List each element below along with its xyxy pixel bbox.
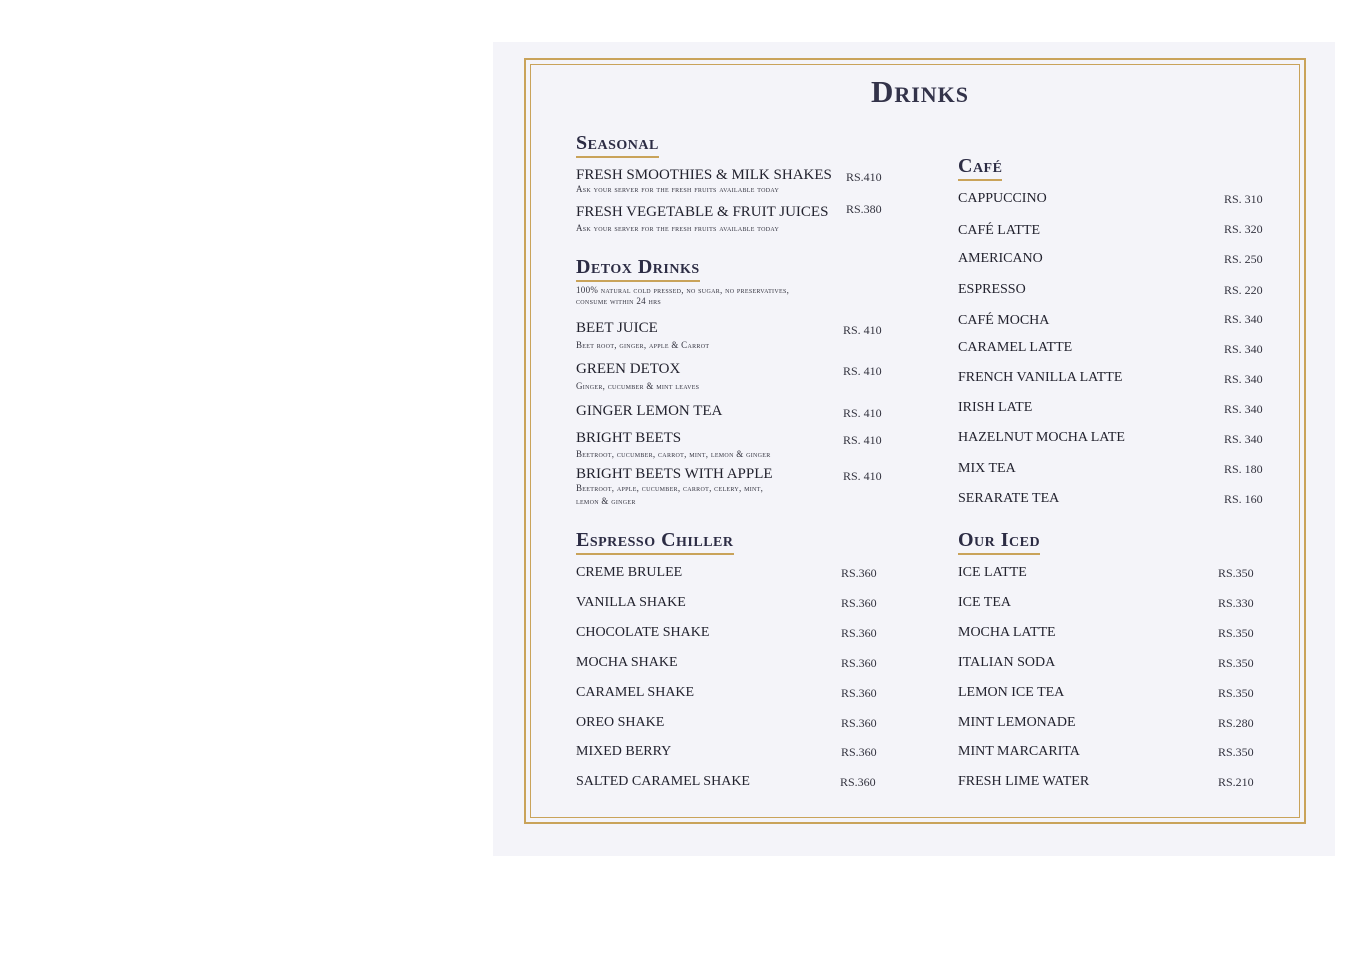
- section-heading-text: Seasonal: [576, 132, 659, 154]
- menu-item-price: RS. 410: [843, 406, 882, 420]
- menu-item-desc: Beetroot, apple, cucumber, carrot, celery, mint,: [576, 483, 764, 493]
- menu-item-name: MOCHA LATTE: [958, 625, 1056, 640]
- menu-item-price: RS. 250: [1224, 252, 1263, 266]
- menu-item-desc: Ginger, cucumber & mint leaves: [576, 381, 700, 391]
- heading-underline: [576, 553, 734, 555]
- section-heading-cafe: [958, 155, 1002, 181]
- menu-item-price: RS. 340: [1224, 432, 1263, 446]
- menu-item-price: RS.360: [841, 596, 877, 610]
- menu-item-price: RS.210: [1218, 775, 1254, 789]
- menu-item-price: RS.350: [1218, 745, 1254, 759]
- heading-underline: [576, 156, 659, 158]
- menu-item-name: VANILLA SHAKE: [576, 595, 686, 610]
- section-heading-our-iced: [958, 529, 1040, 555]
- menu-item-price: RS. 160: [1224, 492, 1263, 506]
- menu-item-price: RS.360: [841, 716, 877, 730]
- menu-item-name: BRIGHT BEETS: [576, 430, 682, 446]
- menu-item-price: RS. 410: [843, 469, 882, 483]
- menu-item-name: CAFÉ LATTE: [958, 223, 1041, 238]
- menu-item-name: CREME BRULEE: [576, 565, 683, 580]
- menu-item-desc: Ask your server for the fresh fruits available today: [576, 184, 780, 194]
- menu-item-price: RS. 340: [1224, 402, 1263, 416]
- menu-item-name: ICE LATTE: [958, 565, 1027, 580]
- menu-item-name: CAFÉ MOCHA: [958, 313, 1050, 328]
- menu-item-price: RS. 340: [1224, 342, 1263, 356]
- heading-underline: [576, 280, 700, 282]
- section-heading-text: Espresso Chiller: [576, 529, 734, 551]
- menu-item-name: BEET JUICE: [576, 320, 658, 336]
- heading-underline: [958, 553, 1040, 555]
- section-heading-seasonal: [576, 132, 659, 158]
- menu-item-price: RS. 220: [1224, 283, 1263, 297]
- menu-item-desc: lemon & ginger: [576, 496, 636, 506]
- menu-item-price: RS.360: [841, 626, 877, 640]
- menu-item-price: RS. 410: [843, 323, 882, 337]
- menu-item-name: ITALIAN SODA: [958, 655, 1056, 670]
- menu-item-name: ESPRESSO: [958, 282, 1026, 297]
- detox-note-line1: 100% natural cold pressed, no sugar, no preservatives,: [576, 285, 790, 295]
- menu-item-price: RS. 340: [1224, 312, 1263, 326]
- menu-item-name: ICE TEA: [958, 595, 1012, 610]
- menu-item-price: RS.360: [841, 686, 877, 700]
- menu-item-price: RS. 320: [1224, 222, 1263, 236]
- menu-title: Drinks: [870, 74, 970, 109]
- menu-item-price: RS.330: [1218, 596, 1254, 610]
- menu-item-price: RS.350: [1218, 626, 1254, 640]
- section-heading-text: Café: [958, 155, 1003, 177]
- menu-item-name: CARAMEL LATTE: [958, 340, 1073, 355]
- menu-item-price: RS. 410: [843, 433, 882, 447]
- menu-item-price: RS.410: [846, 170, 882, 184]
- menu-item-name: LEMON ICE TEA: [958, 685, 1065, 700]
- menu-item-name: FRESH VEGETABLE & FRUIT JUICES: [576, 204, 829, 220]
- menu-item-name: CAPPUCCINO: [958, 191, 1047, 206]
- menu-item-price: RS. 180: [1224, 462, 1263, 476]
- menu-item-name: BRIGHT BEETS WITH APPLE: [576, 466, 773, 482]
- menu-item-name: HAZELNUT MOCHA LATE: [958, 430, 1125, 445]
- menu-item-name: MOCHA SHAKE: [576, 655, 678, 670]
- menu-item-name: FRESH LIME WATER: [958, 774, 1090, 789]
- menu-item-price: RS.360: [841, 656, 877, 670]
- menu-item-price: RS. 340: [1224, 372, 1263, 386]
- menu-item-price: RS.350: [1218, 686, 1254, 700]
- menu-item-name: SERARATE TEA: [958, 491, 1060, 506]
- section-heading-detox: [576, 256, 700, 282]
- menu-item-name: GREEN DETOX: [576, 361, 681, 377]
- menu-item-price: RS.380: [846, 202, 882, 216]
- menu-item-price: RS. 310: [1224, 192, 1263, 206]
- menu-item-price: RS.280: [1218, 716, 1254, 730]
- menu-item-name: AMERICANO: [958, 251, 1043, 266]
- menu-item-name: MIX TEA: [958, 461, 1016, 476]
- menu-item-name: CARAMEL SHAKE: [576, 685, 695, 700]
- menu-item-desc: Beet root, ginger, apple & Carrot: [576, 340, 710, 350]
- menu-item-desc: Ask your server for the fresh fruits available today: [576, 223, 780, 233]
- menu-item-price: RS. 410: [843, 364, 882, 378]
- menu-item-price: RS.360: [840, 775, 876, 789]
- heading-underline: [958, 179, 1002, 181]
- menu-item-price: RS.350: [1218, 566, 1254, 580]
- menu-item-name: MINT LEMONADE: [958, 715, 1076, 730]
- section-heading-text: Detox Drinks: [576, 256, 700, 278]
- menu-item-price: RS.350: [1218, 656, 1254, 670]
- menu-item-name: IRISH LATE: [958, 400, 1033, 415]
- menu-item-name: MIXED BERRY: [576, 744, 672, 759]
- menu-item-price: RS.360: [841, 745, 877, 759]
- menu-item-name: OREO SHAKE: [576, 715, 665, 730]
- menu-item-name: FRENCH VANILLA LATTE: [958, 370, 1123, 385]
- menu-item-name: GINGER LEMON TEA: [576, 403, 723, 419]
- section-heading-espresso-chiller: [576, 529, 734, 555]
- menu-item-name: SALTED CARAMEL SHAKE: [576, 774, 750, 789]
- menu-item-name: MINT MARCARITA: [958, 744, 1080, 759]
- menu-item-price: RS.360: [841, 566, 877, 580]
- detox-note-line2: consume within 24 hrs: [576, 296, 662, 306]
- menu-item-name: FRESH SMOOTHIES & MILK SHAKES: [576, 167, 832, 183]
- menu-item-name: CHOCOLATE SHAKE: [576, 625, 710, 640]
- section-heading-text: Our Iced: [958, 529, 1041, 551]
- menu-item-desc: Beetroot, cucumber, carrot, mint, lemon & ginger: [576, 449, 771, 459]
